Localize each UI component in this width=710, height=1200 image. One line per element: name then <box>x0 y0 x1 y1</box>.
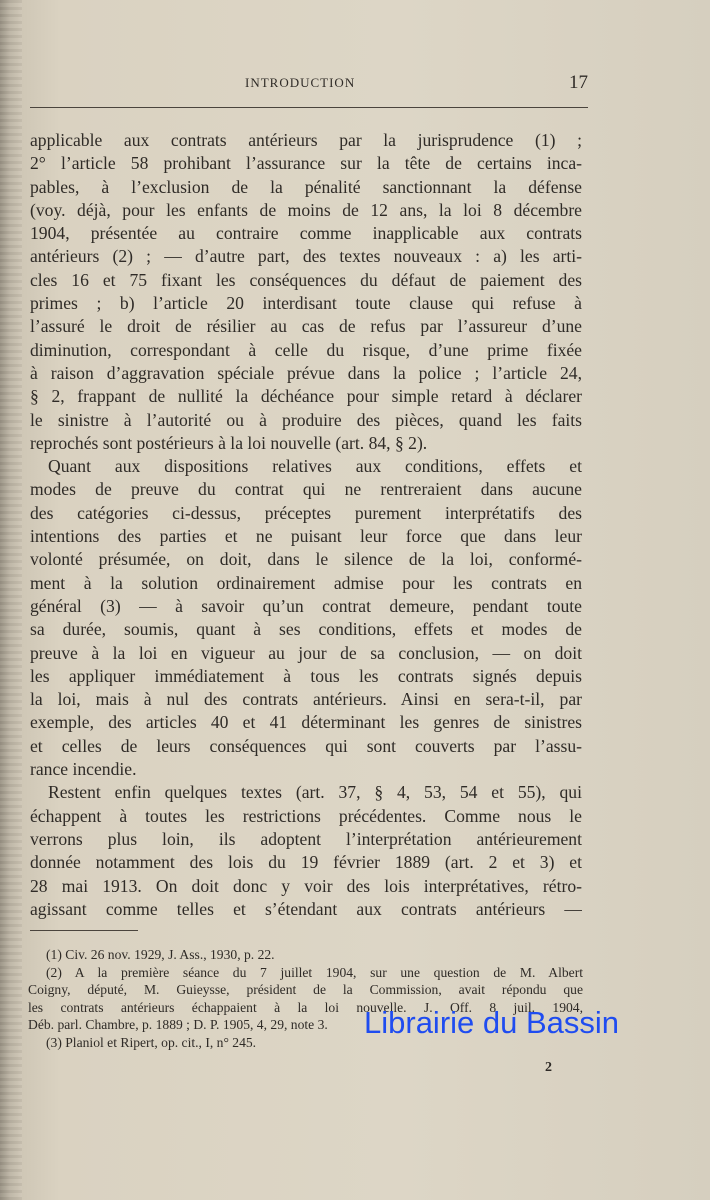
text-line: reprochés sont postérieurs à la loi nouvelle (art. 84, § 2). <box>30 432 428 453</box>
text-line: modes de preuve du contrat qui ne rentreraient dans aucune <box>30 479 582 500</box>
text-line: l’assuré le droit de résilier au cas de refus par l’assureur d’une <box>30 316 582 337</box>
signature-mark: 2 <box>545 1060 552 1075</box>
text-line: primes ; b) l’article 20 interdisant toute clause qui refuse à <box>30 293 582 314</box>
text-line: cles 16 et 75 fixant les conséquences du défaut de paiement des <box>30 269 582 290</box>
watermark: Librairie du Bassin <box>364 1005 620 1040</box>
text-line: 1904, présentée au contraire comme inapplicable aux contrats <box>30 223 582 244</box>
text-line: Quant aux dispositions relatives aux conditions, effets et <box>48 456 582 477</box>
text-line: le sinistre à l’autorité ou à produire des pièces, quand les faits <box>30 409 582 430</box>
footnote-line: (2) A la première séance du 7 juillet 1904, sur une question de M. Albert <box>46 964 583 980</box>
running-title: INTRODUCTION <box>245 75 356 90</box>
text-line: preuve à la loi en vigueur au jour de sa conclusion, — on doit <box>30 642 582 663</box>
text-line: pables, à l’exclusion de la pénalité sanctionnant la défense <box>30 176 582 197</box>
header-rule <box>30 107 588 108</box>
text-line: § 2, frappant de nullité la déchéance pour simple retard à déclarer <box>30 386 582 407</box>
body-text <box>30 129 582 921</box>
footnote-line: Déb. parl. Chambre, p. 1889 ; D. P. 1905, 4, 29, note 3. <box>28 1017 328 1032</box>
footnote-line: les contrats antérieurs échappaient à la loi nouvelle. J. Off. 8 juil. 1904, <box>28 999 583 1015</box>
footnote-rule <box>30 930 138 931</box>
text-line: à raison d’aggravation spéciale prévue dans la police ; l’article 24, <box>30 362 582 383</box>
page-header <box>30 72 588 96</box>
text-line: 28 mai 1913. On doit donc y voir des lois interprétatives, rétro- <box>30 875 582 896</box>
text-line: échappent à toutes les restrictions précédentes. Comme nous le <box>30 805 582 826</box>
text-line: applicable aux contrats antérieurs par la jurisprudence (1) ; <box>30 130 582 150</box>
text-line: ment à la solution ordinairement admise pour les contrats en <box>30 572 582 593</box>
page-number: 17 <box>569 72 588 93</box>
footnote-line: (3) Planiol et Ripert, op. cit., I, n° 245. <box>46 1034 257 1050</box>
footnote-line: (1) Civ. 26 nov. 1929, J. Ass., 1930, p. 22. <box>46 947 275 962</box>
text-line: général (3) — à savoir qu’un contrat demeure, pendant toute <box>30 595 582 616</box>
text-line: verrons plus loin, ils adoptent l’interprétation antérieurement <box>30 828 582 849</box>
text-line: intentions des parties et ne puisant leur force que dans leur <box>30 526 582 547</box>
text-line: Restent enfin quelques textes (art. 37, § 4, 53, 54 et 55), qui <box>48 782 582 803</box>
footnote-line: Coigny, député, M. Guieysse, président de la Commission, avait répondu que <box>28 982 583 997</box>
text-line: 2° l’article 58 prohibant l’assurance sur la tête de certains inca- <box>30 153 582 174</box>
text-line: diminution, correspondant à celle du risque, d’une prime fixée <box>30 339 582 360</box>
text-line: volonté présumée, on doit, dans le silence de la loi, conformé- <box>30 549 582 570</box>
text-line: des catégories ci-dessus, préceptes purement interprétatifs des <box>30 502 582 523</box>
text-line: et celles de leurs conséquences qui sont couverts par l’assu- <box>30 735 582 756</box>
page-edge-shadow <box>0 0 22 1200</box>
text-line: sa durée, soumis, quant à ses conditions, effets et modes de <box>30 619 582 640</box>
text-line: agissant comme telles et s’étendant aux contrats antérieurs — <box>30 898 582 919</box>
text-line: antérieurs (2) ; — d’autre part, des textes nouveaux : a) les arti- <box>30 246 582 267</box>
text-line: exemple, des articles 40 et 41 déterminant les genres de sinistres <box>30 712 582 733</box>
text-line: donnée notamment des lois du 19 février 1889 (art. 2 et 3) et <box>30 852 582 873</box>
text-line: rance incendie. <box>30 759 137 780</box>
text-line: (voy. déjà, pour les enfants de moins de 12 ans, la loi 8 décembre <box>30 199 582 220</box>
text-line: la loi, mais à nul des contrats antérieurs. Ainsi en sera-t-il, par <box>30 689 582 710</box>
text-line: les appliquer immédiatement à tous les contrats signés depuis <box>30 665 582 686</box>
